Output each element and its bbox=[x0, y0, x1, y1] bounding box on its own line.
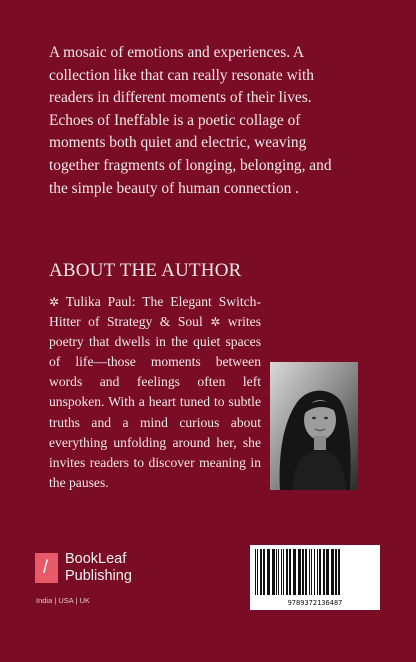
barcode-bar bbox=[260, 549, 262, 595]
barcode-bar bbox=[302, 549, 304, 595]
barcode-bar bbox=[281, 549, 282, 595]
barcode-bar bbox=[331, 549, 334, 595]
barcode-bar bbox=[326, 549, 329, 595]
author-bio bbox=[49, 292, 261, 493]
bookleaf-publishing-logo bbox=[35, 553, 165, 613]
barcode-bar bbox=[323, 549, 325, 595]
sparkle-icon: ✲ bbox=[210, 315, 221, 330]
barcode-bar bbox=[263, 549, 265, 595]
author-bio-intro: Tulika Paul: The Elegant Switch-Hitter of Strategy & Soul bbox=[49, 294, 261, 330]
isbn-barcode bbox=[250, 545, 380, 610]
barcode-bar bbox=[289, 549, 291, 595]
barcode-bar bbox=[283, 549, 284, 595]
about-author-heading: ABOUT THE AUTHOR bbox=[49, 260, 242, 281]
barcode-bar bbox=[298, 549, 301, 595]
barcode-bar bbox=[338, 549, 340, 595]
barcode-bar bbox=[319, 549, 321, 595]
barcode-bar bbox=[293, 549, 296, 595]
isbn-number: 9789372136487 bbox=[287, 599, 343, 607]
back-cover-blurb: A mosaic of emotions and experiences. A collection like that can really resonate with readers in different moments of their lives. Echoes of Ineffable is a poetic collage of moments both quiet and electric, weaving together fragments of longing, belonging, and the simple beauty of human connection . bbox=[49, 44, 332, 197]
barcode-bar bbox=[278, 549, 279, 595]
barcode-bar bbox=[255, 549, 256, 595]
barcode-bar bbox=[286, 549, 288, 595]
barcode-bar bbox=[309, 549, 310, 595]
barcode-bars bbox=[255, 549, 375, 595]
barcode-bar bbox=[311, 549, 312, 595]
logo-mark bbox=[35, 553, 58, 583]
author-photo bbox=[270, 362, 358, 490]
sparkle-icon: ✲ bbox=[49, 295, 60, 309]
publisher-name: BookLeaf Publishing bbox=[65, 551, 132, 584]
barcode-bar bbox=[305, 549, 307, 595]
barcode-bar bbox=[272, 549, 275, 595]
publisher-regions: India | USA | UK bbox=[36, 596, 90, 605]
barcode-bar bbox=[335, 549, 337, 595]
barcode-bar bbox=[267, 549, 270, 595]
barcode-bar bbox=[276, 549, 277, 595]
barcode-bar bbox=[314, 549, 315, 595]
author-bio-text: writes poetry that dwells in the quiet spaces of life—those moments between words and feelings often left unspoken. With a heart tuned to subtle truths and a mind curious about everything unfolding around her, she invites readers to discover meaning in the pauses. bbox=[49, 314, 261, 490]
logo-slash: / bbox=[43, 557, 49, 577]
barcode-bar bbox=[317, 549, 318, 595]
barcode-bar bbox=[257, 549, 258, 595]
